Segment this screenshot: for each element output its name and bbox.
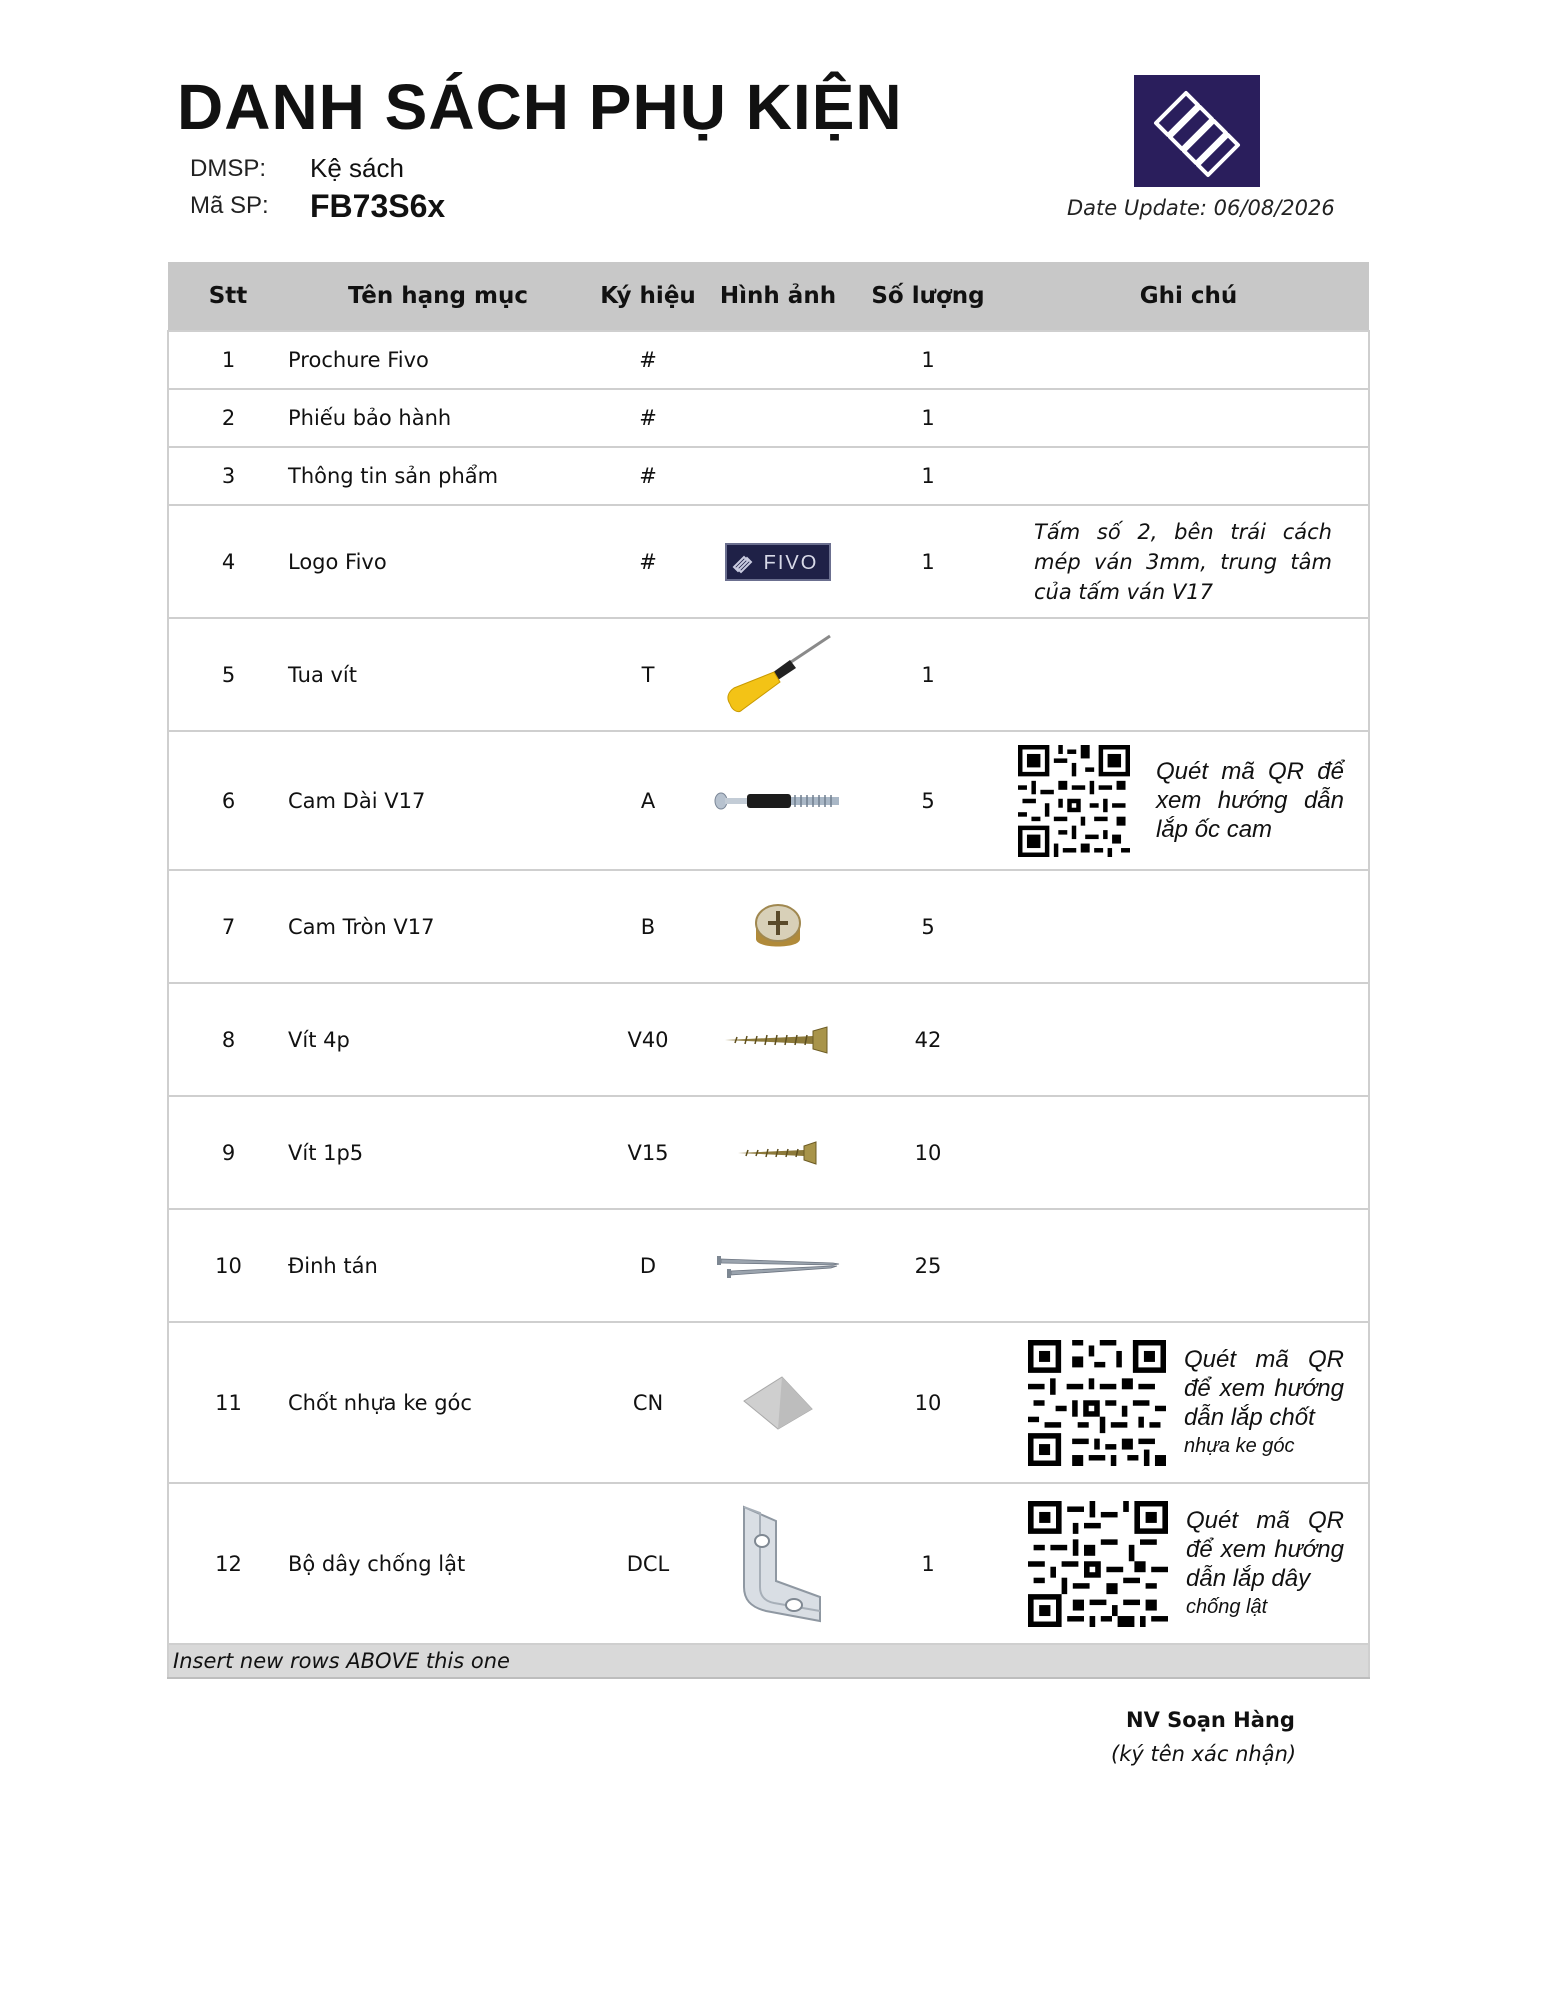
cell-image: [708, 447, 848, 505]
qr-note[interactable]: [1008, 745, 1368, 857]
qr-note[interactable]: [1008, 1340, 1368, 1466]
cell-qty: 1: [848, 1483, 1008, 1644]
column-header-code: Ký hiệu: [588, 262, 708, 331]
dmsp-label: DMSP:: [190, 155, 267, 182]
cell-qty: 5: [848, 870, 1008, 983]
cell-code: #: [588, 447, 708, 505]
metal-l-bracket-icon: [730, 1503, 826, 1625]
cell-note: [1008, 389, 1369, 447]
cell-qty: 10: [848, 1096, 1008, 1209]
cell-note: [1008, 331, 1369, 389]
cell-qty: 1: [848, 505, 1008, 618]
qr-instruction-text: Quét mã QR để xem hướng dẫn lắp chốt: [1184, 1345, 1344, 1431]
cell-name: Tua vít: [288, 618, 588, 731]
cell-name: Bộ dây chống lật: [288, 1483, 588, 1644]
wood-screw-long-icon: [723, 1025, 833, 1055]
cell-code: V40: [588, 983, 708, 1096]
cell-code: V15: [588, 1096, 708, 1209]
cell-stt: 3: [168, 447, 288, 505]
qr-instruction: [1168, 1506, 1368, 1622]
wood-screw-short-icon: [736, 1140, 820, 1166]
cell-code: #: [588, 331, 708, 389]
cell-code: T: [588, 618, 708, 731]
cell-image: [708, 1096, 848, 1209]
table-row: [168, 983, 1369, 1096]
signature-title: NV Soạn Hàng: [1126, 1708, 1295, 1732]
qr-instruction-tail: nhựa ke góc: [1184, 1434, 1295, 1457]
cell-code: DCL: [588, 1483, 708, 1644]
column-header-stt: Stt: [168, 262, 288, 331]
signature-subtitle: (ký tên xác nhận): [1111, 1742, 1297, 1766]
cell-image: [708, 505, 848, 618]
cell-stt: 2: [168, 389, 288, 447]
plastic-corner-peg-icon: [742, 1375, 814, 1431]
table-row: [168, 505, 1369, 618]
cell-image: [708, 1322, 848, 1483]
cell-note: [1008, 1483, 1369, 1644]
table-header-row: [168, 262, 1369, 331]
cell-code: #: [588, 389, 708, 447]
fivo-logo-plate-icon: [725, 543, 831, 581]
cell-name: Đinh tán: [288, 1209, 588, 1322]
cell-code: A: [588, 731, 708, 870]
table-row: [168, 1322, 1369, 1483]
cell-qty: 1: [848, 389, 1008, 447]
cell-stt: 8: [168, 983, 288, 1096]
cell-note: [1008, 1322, 1369, 1483]
insert-row-text: Insert new rows ABOVE this one: [168, 1644, 1369, 1678]
cell-name: Chốt nhựa ke góc: [288, 1322, 588, 1483]
cell-name: Logo Fivo: [288, 505, 588, 618]
insert-row: [168, 1644, 1369, 1678]
qr-instruction-tail: chống lật: [1186, 1595, 1268, 1618]
cell-qty: 5: [848, 731, 1008, 870]
cell-name: Phiếu bảo hành: [288, 389, 588, 447]
qr-note[interactable]: [1008, 1501, 1368, 1627]
cell-note: [1008, 1096, 1369, 1209]
cell-note: [1008, 618, 1369, 731]
cell-image: [708, 1483, 848, 1644]
cell-image: [708, 1209, 848, 1322]
qr-code-icon[interactable]: [1028, 1340, 1166, 1466]
page-title: DANH SÁCH PHỤ KIỆN: [177, 71, 903, 143]
accessory-table: [167, 262, 1370, 1679]
cell-qty: 10: [848, 1322, 1008, 1483]
cell-name: Vít 1p5: [288, 1096, 588, 1209]
cell-stt: 5: [168, 618, 288, 731]
cell-image: [708, 618, 848, 731]
table-row: [168, 1209, 1369, 1322]
cell-name: Vít 4p: [288, 983, 588, 1096]
nails-icon: [715, 1251, 841, 1281]
cell-code: B: [588, 870, 708, 983]
cell-name: Prochure Fivo: [288, 331, 588, 389]
cell-image: [708, 870, 848, 983]
cell-stt: 6: [168, 731, 288, 870]
table-row: [168, 331, 1369, 389]
cell-note: [1008, 1209, 1369, 1322]
table-row: [168, 389, 1369, 447]
qr-code-icon[interactable]: [1028, 1501, 1168, 1627]
cell-name: Cam Tròn V17: [288, 870, 588, 983]
dmsp-value: Kệ sách: [310, 153, 404, 183]
cell-name: Cam Dài V17: [288, 731, 588, 870]
brand-logo-icon: [1134, 75, 1260, 187]
cell-qty: 1: [848, 618, 1008, 731]
table-row: [168, 731, 1369, 870]
note-text: Tấm số 2, bên trái cách mép ván 3mm, trung tâm của tấm ván V17: [1034, 519, 1332, 604]
cell-note: [1008, 870, 1369, 983]
table-row: [168, 870, 1369, 983]
cell-image: [708, 731, 848, 870]
cell-code: CN: [588, 1322, 708, 1483]
qr-instruction-text: Quét mã QR để xem hướng dẫn lắp dây: [1186, 1506, 1344, 1592]
cell-stt: 9: [168, 1096, 288, 1209]
cell-qty: 42: [848, 983, 1008, 1096]
qr-instruction: [1166, 1345, 1368, 1461]
cell-note: [1008, 447, 1369, 505]
cell-qty: 1: [848, 447, 1008, 505]
qr-instruction-text: Quét mã QR để xem hướng dẫn lắp ốc cam: [1156, 758, 1344, 843]
column-header-note: Ghi chú: [1008, 262, 1369, 331]
cell-note: [1008, 731, 1369, 870]
cell-code: #: [588, 505, 708, 618]
cell-image: [708, 389, 848, 447]
cell-note: [1008, 505, 1369, 618]
table-row: [168, 447, 1369, 505]
cell-qty: 1: [848, 331, 1008, 389]
brand-logo: [1134, 75, 1260, 187]
fivo-logo-text: FIVO: [763, 551, 819, 574]
date-update: Date Update: 06/08/2026: [1067, 196, 1335, 220]
cell-stt: 12: [168, 1483, 288, 1644]
column-header-name: Tên hạng mục: [288, 262, 588, 331]
cell-image: [708, 331, 848, 389]
table-row: [168, 618, 1369, 731]
table-row: [168, 1483, 1369, 1644]
table-row: [168, 1096, 1369, 1209]
cell-stt: 11: [168, 1322, 288, 1483]
cell-name: Thông tin sản phẩm: [288, 447, 588, 505]
column-header-image: Hình ảnh: [708, 262, 848, 331]
round-cam-lock-icon: [750, 899, 806, 955]
screwdriver-icon: [718, 630, 838, 720]
cell-stt: 10: [168, 1209, 288, 1322]
cell-image: [708, 983, 848, 1096]
masp-value: FB73S6x: [310, 188, 446, 224]
qr-code-icon[interactable]: [1018, 745, 1130, 857]
column-header-qty: Số lượng: [848, 262, 1008, 331]
cell-stt: 7: [168, 870, 288, 983]
cell-qty: 25: [848, 1209, 1008, 1322]
cell-stt: 1: [168, 331, 288, 389]
cell-code: D: [588, 1209, 708, 1322]
masp-label: Mã SP:: [190, 192, 269, 219]
cell-note: [1008, 983, 1369, 1096]
cell-stt: 4: [168, 505, 288, 618]
long-cam-bolt-icon: [713, 786, 843, 816]
